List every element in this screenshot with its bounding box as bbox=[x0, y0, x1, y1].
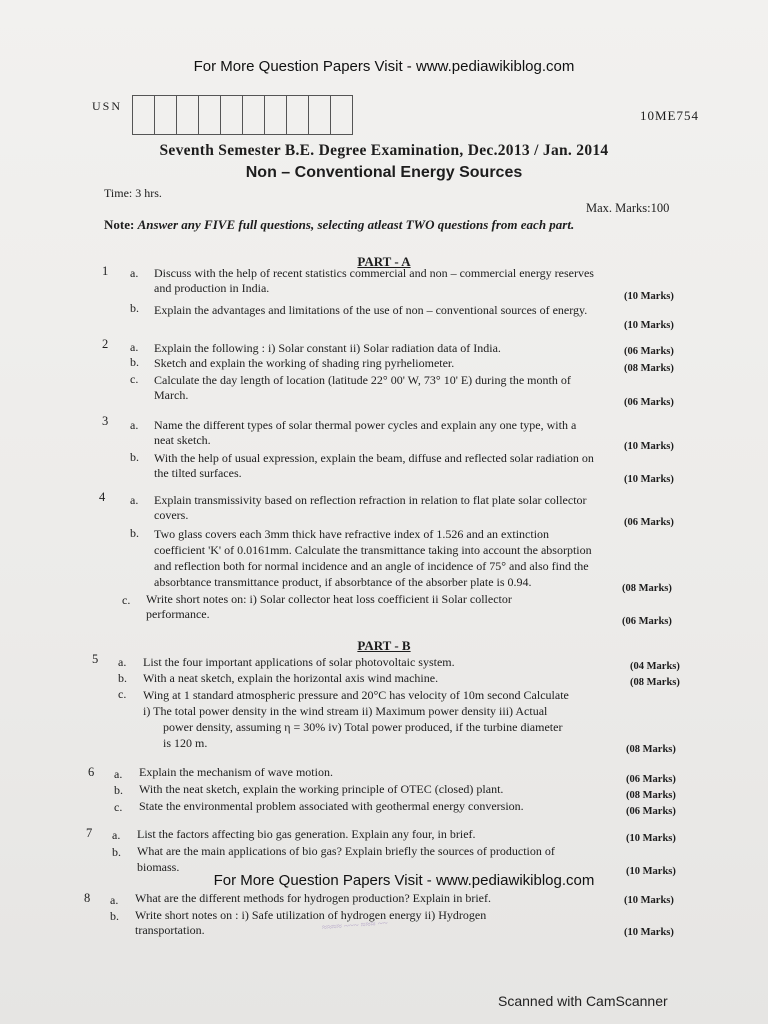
marks-label: (06 Marks) bbox=[626, 774, 676, 785]
question-text: power density, assuming η = 30% iv) Total power produced, if the turbine diameter bbox=[163, 720, 563, 734]
usn-box bbox=[264, 95, 287, 135]
exam-title: Seventh Semester B.E. Degree Examination, Dec.2013 / Jan. 2014 bbox=[159, 142, 609, 159]
exam-duration: Time: 3 hrs. bbox=[104, 186, 162, 200]
usn-box bbox=[176, 95, 199, 135]
question-text: transportation. bbox=[135, 923, 205, 937]
question-part-letter: b. bbox=[130, 450, 139, 464]
question-number: 6 bbox=[88, 765, 95, 779]
question-number: 4 bbox=[99, 490, 106, 504]
marks-label: (10 Marks) bbox=[624, 927, 674, 938]
question-text: With a neat sketch, explain the horizontal axis wind machine. bbox=[143, 671, 439, 685]
usn-box bbox=[286, 95, 309, 135]
website-banner-bottom: For More Question Papers Visit - www.pediawikiblog.com bbox=[213, 872, 595, 889]
marks-label: (08 Marks) bbox=[624, 363, 674, 374]
marks-label: (10 Marks) bbox=[624, 291, 674, 302]
question-text: performance. bbox=[146, 607, 210, 621]
usn-box bbox=[132, 95, 155, 135]
website-banner-top: For More Question Papers Visit - www.pediawikiblog.com bbox=[193, 58, 575, 75]
usn-box bbox=[198, 95, 221, 135]
question-text: and production in India. bbox=[154, 281, 270, 295]
usn-box bbox=[308, 95, 331, 135]
usn-box bbox=[154, 95, 177, 135]
question-part-letter: b. bbox=[114, 783, 123, 797]
question-number: 8 bbox=[84, 891, 91, 905]
question-text: covers. bbox=[154, 508, 189, 522]
question-text: Calculate the day length of location (latitude 22° 00' W, 73° 10' E) during the month of bbox=[154, 373, 571, 387]
part-a-heading: PART - A bbox=[357, 254, 411, 269]
question-part-letter: a. bbox=[112, 828, 121, 842]
question-number: 2 bbox=[102, 337, 109, 351]
max-marks: Max. Marks:100 bbox=[586, 201, 670, 215]
question-text: Explain the mechanism of wave motion. bbox=[139, 765, 333, 779]
question-text: With the help of usual expression, explain the beam, diffuse and reflected solar radiation on bbox=[154, 451, 594, 465]
question-part-letter: a. bbox=[110, 893, 119, 907]
question-number: 5 bbox=[92, 652, 99, 666]
question-number: 3 bbox=[102, 414, 109, 428]
question-part-letter: c. bbox=[118, 687, 127, 701]
marks-label: (10 Marks) bbox=[626, 866, 676, 877]
question-text: List the four important applications of solar photovoltaic system. bbox=[143, 655, 455, 669]
question-number: 1 bbox=[102, 264, 109, 278]
marks-label: (06 Marks) bbox=[624, 517, 674, 528]
question-part-letter: a. bbox=[114, 767, 123, 781]
question-text: neat sketch. bbox=[154, 433, 211, 447]
usn-boxes bbox=[132, 95, 352, 135]
usn-box bbox=[242, 95, 265, 135]
marks-label: (10 Marks) bbox=[624, 474, 674, 485]
question-text: What are the different methods for hydrogen production? Explain in brief. bbox=[135, 891, 491, 905]
marks-label: (10 Marks) bbox=[626, 833, 676, 844]
question-text: Wing at 1 standard atmospheric pressure and 20°C has velocity of 10m second Calculate bbox=[143, 688, 569, 702]
marks-label: (06 Marks) bbox=[622, 616, 672, 627]
usn-label: USN bbox=[92, 99, 123, 113]
question-part-letter: a. bbox=[130, 493, 139, 507]
usn-box bbox=[220, 95, 243, 135]
marks-label: (10 Marks) bbox=[624, 441, 674, 452]
question-part-letter: b. bbox=[130, 355, 139, 369]
question-text: biomass. bbox=[137, 860, 180, 874]
marks-label: (10 Marks) bbox=[624, 320, 674, 331]
question-text: absorbtance transmittance product, if absorbtance of the absorber plate is 0.94. bbox=[154, 575, 532, 589]
question-part-letter: b. bbox=[130, 301, 139, 315]
subject-title: Non – Conventional Energy Sources bbox=[245, 164, 523, 181]
question-text: Write short notes on : i) Safe utilization of hydrogen energy ii) Hydrogen bbox=[135, 908, 487, 922]
question-part-letter: b. bbox=[118, 671, 127, 685]
note-text: Answer any FIVE full questions, selecting atleast TWO questions from each part. bbox=[137, 217, 575, 232]
marks-label: (08 Marks) bbox=[626, 790, 676, 801]
question-text: Explain the following : i) Solar constant ii) Solar radiation data of India. bbox=[154, 341, 501, 355]
question-text: List the factors affecting bio gas generation. Explain any four, in brief. bbox=[137, 827, 476, 841]
usn-box bbox=[330, 95, 353, 135]
question-number: 7 bbox=[86, 826, 93, 840]
question-text: Discuss with the help of recent statistics commercial and non – commercial energy reserves bbox=[154, 266, 594, 280]
question-text: State the environmental problem associated with geothermal energy conversion. bbox=[139, 799, 524, 813]
marks-label: (04 Marks) bbox=[630, 661, 680, 672]
question-text: is 120 m. bbox=[163, 736, 208, 750]
question-text: What are the main applications of bio gas? Explain briefly the sources of production of bbox=[137, 844, 555, 858]
question-text: March. bbox=[154, 388, 189, 402]
marks-label: (08 Marks) bbox=[626, 744, 676, 755]
marks-label: (10 Marks) bbox=[624, 895, 674, 906]
question-text: With the neat sketch, explain the working principle of OTEC (closed) plant. bbox=[139, 782, 504, 796]
question-text: i) The total power density in the wind stream ii) Maximum power density iii) Actual bbox=[143, 704, 548, 718]
question-text: Name the different types of solar thermal power cycles and explain any one type, with a bbox=[154, 418, 577, 432]
question-part-letter: a. bbox=[118, 655, 127, 669]
faint-ink-stamp: ≈≈≈≈ ~~~ ≈≈≈ ~~ bbox=[321, 917, 388, 933]
scanner-watermark: Scanned with CamScanner bbox=[498, 993, 668, 1009]
question-part-letter: a. bbox=[130, 266, 139, 280]
instructions-note bbox=[104, 217, 574, 233]
paper-code: 10ME754 bbox=[640, 108, 699, 123]
question-text: Sketch and explain the working of shading ring pyrheliometer. bbox=[154, 356, 455, 370]
question-text: Explain transmissivity based on reflection refraction in relation to flat plate solar collector bbox=[154, 493, 587, 507]
question-text: coefficient 'K' of 0.0161mm. Calculate the transmittance taking into account the absorption bbox=[154, 543, 592, 557]
marks-label: (06 Marks) bbox=[624, 397, 674, 408]
question-text: Write short notes on: i) Solar collector heat loss coefficient ii Solar collector bbox=[146, 592, 512, 606]
question-part-letter: a. bbox=[130, 418, 139, 432]
marks-label: (06 Marks) bbox=[624, 346, 674, 357]
question-part-letter: b. bbox=[112, 845, 121, 859]
marks-label: (08 Marks) bbox=[622, 583, 672, 594]
part-b-heading: PART - B bbox=[357, 638, 411, 653]
question-part-letter: b. bbox=[110, 909, 119, 923]
question-text: Two glass covers each 3mm thick have refractive index of 1.526 and an extinction bbox=[154, 527, 550, 541]
question-text: Explain the advantages and limitations of the use of non – conventional sources of energy. bbox=[154, 303, 588, 317]
question-text: the tilted surfaces. bbox=[154, 466, 242, 480]
question-part-letter: b. bbox=[130, 526, 139, 540]
marks-label: (06 Marks) bbox=[626, 806, 676, 817]
marks-label: (08 Marks) bbox=[630, 677, 680, 688]
question-text: and reflection both for normal incidence and an angle of incidence of 75° and also find the bbox=[154, 559, 589, 573]
question-part-letter: c. bbox=[130, 372, 139, 386]
question-part-letter: c. bbox=[114, 800, 123, 814]
question-part-letter: c. bbox=[122, 593, 131, 607]
note-label: Note: bbox=[104, 217, 135, 232]
question-part-letter: a. bbox=[130, 340, 139, 354]
